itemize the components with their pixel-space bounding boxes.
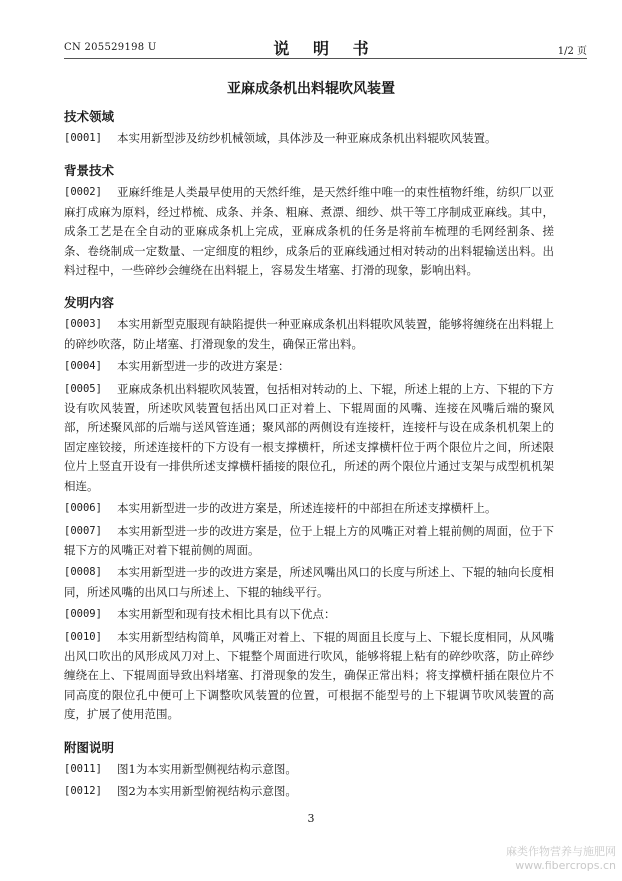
paragraph-text: 本实用新型进一步的改进方案是，所述风嘴出风口的长度与所述上、下辊的轴向长度相同，所述风嘴的出风口与所述上、下辊的轴线平行。 xyxy=(64,565,554,599)
publication-number: CN 205529198 U xyxy=(64,42,157,53)
paragraph-text: 本实用新型进一步的改进方案是，所述连接杆的中部担在所述支撑横杆上。 xyxy=(117,501,497,516)
paragraph-number: [0004] xyxy=(64,360,102,373)
paragraph-text: 本实用新型进一步的改进方案是，位于上辊上方的风嘴正对着上辊前侧的周面，位于下辊下方的风嘴正对着下辊前侧的周面。 xyxy=(64,523,554,557)
paragraph-number: [0006] xyxy=(64,502,102,515)
page-info: 1/2 页 xyxy=(557,46,587,57)
paragraph-text: 亚麻成条机出料辊吹风装置，包括相对转动的上、下辊，所述上辊的上方、下辊的下方设有吹风装置，所述吹风装置包括出风口正对着上、下辊周面的风嘴、连接在风嘴后端的聚风部，所述聚风部的后端与送风管连通；聚风部的两侧设有连接杆，连接杆与设在成条机机架上的固定座铰接，所述连接杆的下方设有一根支撑横杆，所述支撑横杆位于两个限位片之间，所述限位片上竖直开设有一排供所述支撑横杆插接的限位孔，所述的两个限位片通过支架与成型机机架相连。 xyxy=(64,381,554,493)
paragraph-number: [0011] xyxy=(64,762,102,775)
paragraph xyxy=(64,522,554,561)
paragraph-text: 本实用新型和现有技术相比具有以下优点： xyxy=(117,607,336,622)
paragraph-number: [0005] xyxy=(64,382,102,395)
paragraph-number: [0003] xyxy=(64,318,102,331)
paragraph xyxy=(64,563,554,602)
paragraph-text: 本实用新型结构简单，风嘴正对着上、下辊的周面且长度与上、下辊长度相同，从风嘴出风口吹出的风形成风刀对上、下辊整个周面进行吹风，能够将辊上粘有的碎纱吹落，防止碎纱缠绕在上、下辊周面导致出料堵塞、打滑现象的发生，确保正常出料；将支撑横杆插在限位片不同高度的限位孔中便可上下调整吹风装置的位置，可根据不能型号的上下辊调节吹风装置的高度，扩展了使用范围。 xyxy=(64,629,554,722)
paragraph-number: [0002] xyxy=(64,186,102,199)
paragraph xyxy=(64,380,554,496)
paragraph-number: [0008] xyxy=(64,566,102,579)
paragraph xyxy=(64,129,554,148)
paragraph xyxy=(64,605,554,624)
paragraph xyxy=(64,183,554,280)
paragraph-text: 亚麻纤维是人类最早使用的天然纤维，是天然纤维中唯一的束性植物纤维，纺织厂以亚麻打成麻为原料，经过栉梳、成条、并条、粗麻、煮漂、细纱、烘干等工序制成亚麻线。其中，成条工艺是在全自动的亚麻成条机上完成，亚麻成条机的任务是将前车梳理的毛网经割条、搓条、卷绕制成一定数量、一定细度的粗纱，成条后的亚麻线通过相对转动的出料辊输送出料。出料过程中，一些碎纱会缠绕在出料辊上，容易发生堵塞、打滑的现象，影响出料。 xyxy=(64,185,554,278)
site-watermark xyxy=(506,845,616,873)
paragraph xyxy=(64,760,554,779)
page-header xyxy=(64,36,587,58)
paragraph xyxy=(64,499,554,518)
paragraph-number: [0010] xyxy=(64,630,102,643)
paragraph-text: 本实用新型进一步的改进方案是： xyxy=(117,359,290,374)
paragraph-number: [0012] xyxy=(64,784,102,797)
paragraph xyxy=(64,782,554,801)
paragraph xyxy=(64,357,554,376)
document-title: 亚麻成条机出料辊吹风装置 xyxy=(227,81,395,97)
paragraph xyxy=(64,628,554,725)
paragraph-text: 图2为本实用新型俯视结构示意图。 xyxy=(117,783,297,798)
section-heading: 背景技术 xyxy=(64,163,115,179)
header-divider xyxy=(64,58,587,59)
document-type-title: 说 明 书 xyxy=(273,39,378,58)
paragraph-number: [0007] xyxy=(64,524,102,537)
paragraph-text: 本实用新型涉及纺纱机械领域，具体涉及一种亚麻成条机出料辊吹风装置。 xyxy=(117,131,497,145)
page-number: 3 xyxy=(307,812,315,825)
paragraph xyxy=(64,315,554,354)
watermark-url: www.fibercrops.cn xyxy=(515,859,616,872)
section-heading: 发明内容 xyxy=(64,295,115,311)
watermark-site-name: 麻类作物营养与施肥网 xyxy=(506,845,616,858)
section-heading: 技术领域 xyxy=(64,109,115,124)
paragraph-number: [0001] xyxy=(64,132,102,144)
paragraph-text: 本实用新型克服现有缺陷提供一种亚麻成条机出料辊吹风装置，能够将缠绕在出料辊上的碎纱吹落，防止堵塞、打滑现象的发生，确保正常出料。 xyxy=(64,317,554,351)
section-heading: 附图说明 xyxy=(64,739,115,755)
document-body xyxy=(64,108,554,804)
paragraph-text: 图1为本实用新型侧视结构示意图。 xyxy=(117,761,297,776)
paragraph-number: [0009] xyxy=(64,608,102,621)
